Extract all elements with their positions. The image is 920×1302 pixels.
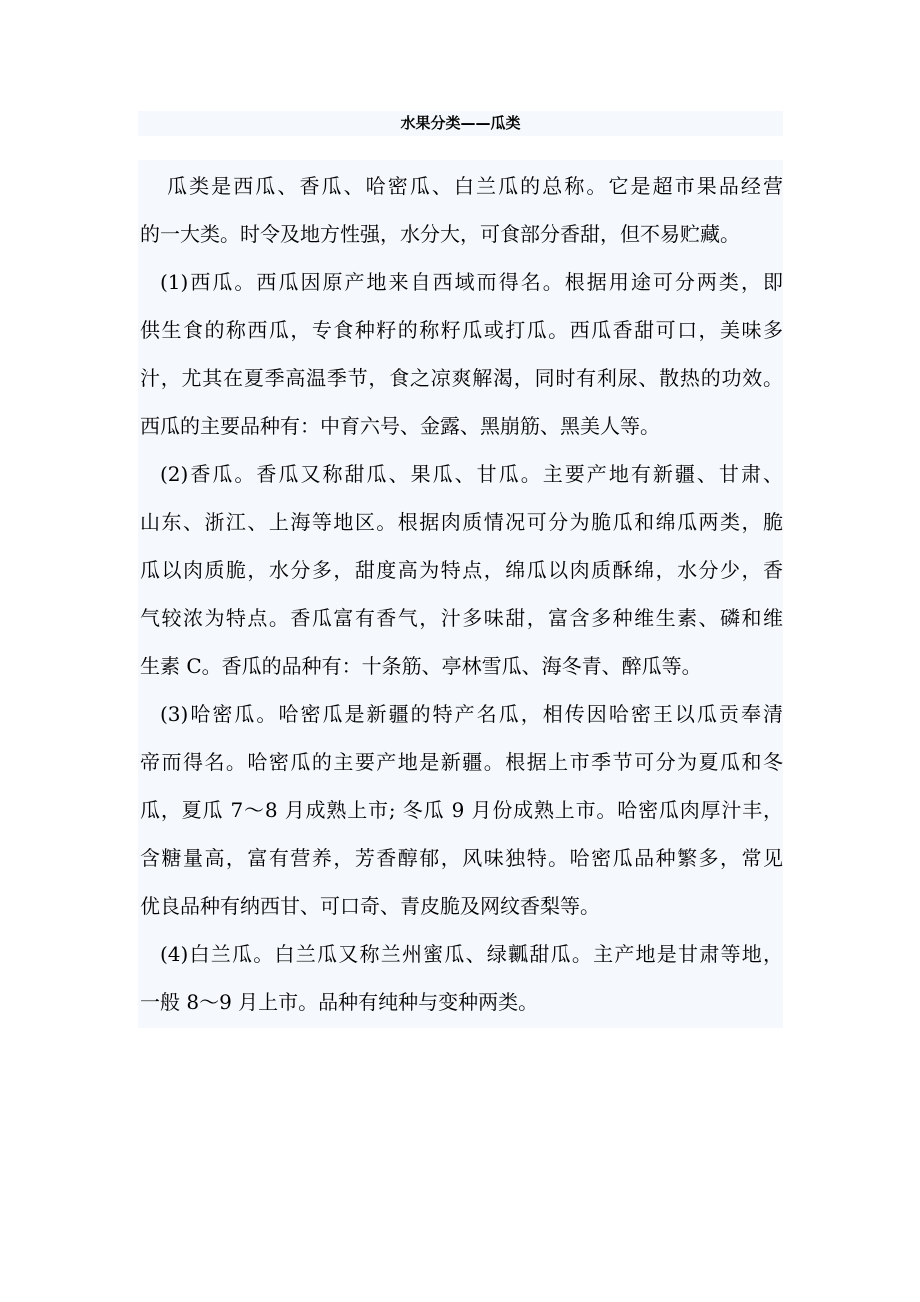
text-line: 供生食的称西瓜，专食种籽的称籽瓜或打瓜。西瓜香甜可口，美味多 <box>140 318 783 342</box>
text-line: 一般 8～9 月上市。品种有纯种与变种两类。 <box>140 990 539 1014</box>
text-line: 瓜类是西瓜、香瓜、哈密瓜、白兰瓜的总称。它是超市果品经营 <box>167 174 783 198</box>
text-line: 汁，尤其在夏季高温季节，食之凉爽解渴，同时有利尿、散热的功效。 <box>140 366 783 390</box>
text-line: (4)白兰瓜。白兰瓜又称兰州蜜瓜、绿瓤甜瓜。主产地是甘肃等地， <box>160 942 783 966</box>
text-line: 的一大类。时令及地方性强，水分大，可食部分香甜，但不易贮藏。 <box>140 222 740 246</box>
text-line: 山东、浙江、上海等地区。根据肉质情况可分为脆瓜和绵瓜两类，脆 <box>140 510 783 534</box>
document-title: 水果分类——瓜类 <box>138 111 783 136</box>
text-line: (1)西瓜。西瓜因原产地来自西域而得名。根据用途可分两类，即 <box>160 270 783 294</box>
text-line: 优良品种有纳西甘、可口奇、青皮脆及网纹香梨等。 <box>140 894 600 918</box>
text-line: 生素 C。香瓜的品种有：十条筋、亭林雪瓜、海冬青、醉瓜等。 <box>140 654 702 678</box>
text-line: 气较浓为特点。香瓜富有香气，汁多味甜，富含多种维生素、磷和维 <box>140 606 783 630</box>
text-line: 帝而得名。哈密瓜的主要产地是新疆。根据上市季节可分为夏瓜和冬 <box>140 750 783 774</box>
text-line: 瓜以肉质脆，水分多，甜度高为特点，绵瓜以肉质酥绵，水分少，香 <box>140 558 783 582</box>
text-line: 含糖量高，富有营养，芳香醇郁，风味独特。哈密瓜品种繁多，常见 <box>140 846 783 870</box>
text-line: 西瓜的主要品种有：中育六号、金露、黑崩筋、黑美人等。 <box>140 414 660 438</box>
text-line: 瓜，夏瓜 7～8 月成熟上市; 冬瓜 9 月份成熟上市。哈密瓜肉厚汁丰， <box>140 798 783 822</box>
text-line: (3)哈密瓜。哈密瓜是新疆的特产名瓜，相传因哈密王以瓜贡奉清 <box>160 702 783 726</box>
text-line: (2)香瓜。香瓜又称甜瓜、果瓜、甘瓜。主要产地有新疆、甘肃、 <box>160 462 783 486</box>
